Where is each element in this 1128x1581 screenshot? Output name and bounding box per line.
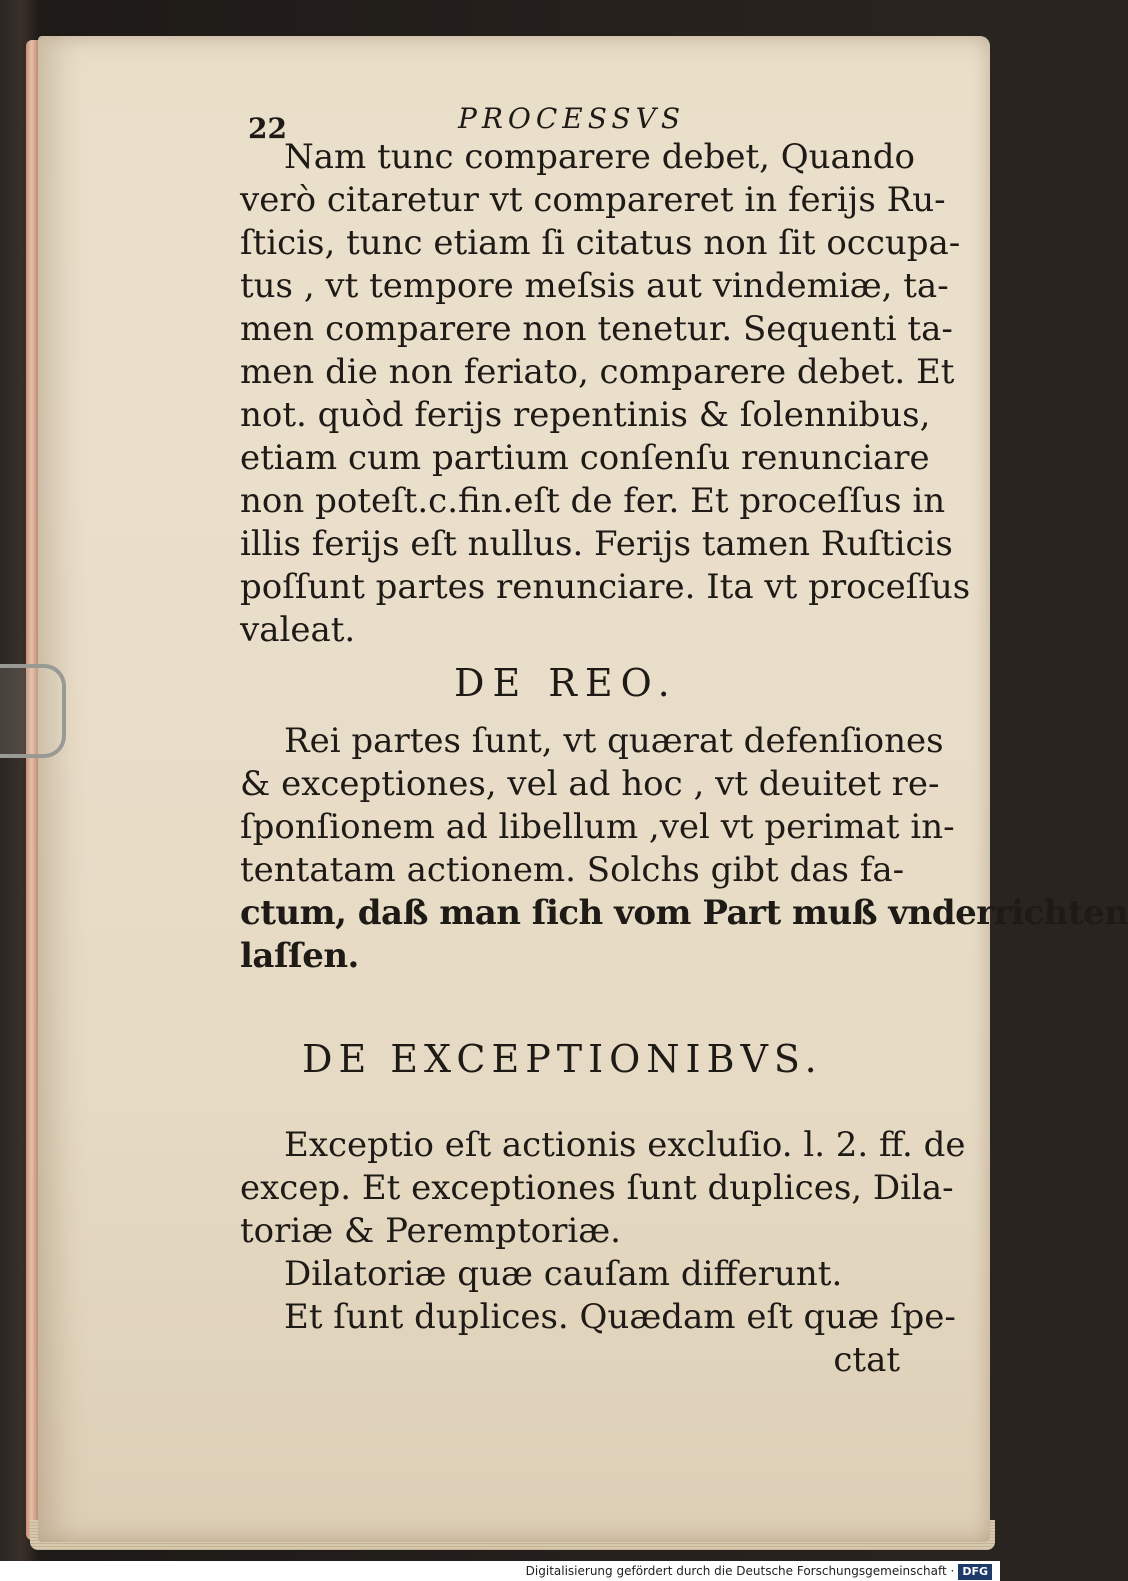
text-line: ſponſionem ad libellum ,vel vt perimat in- xyxy=(240,807,955,847)
text-line: Et ſunt duplices. Quædam eſt quæ ſpe- xyxy=(284,1297,956,1337)
paragraph-feriis xyxy=(240,136,971,652)
text-line: valeat. xyxy=(240,610,356,650)
text-line: illis ferijs eſt nullus. Ferijs tamen Ruſticis xyxy=(240,524,953,564)
text-line: tus , vt tempore meſsis aut vindemiæ, ta- xyxy=(240,266,949,306)
text-line: verò citaretur vt compareret in ferijs Ru- xyxy=(240,180,946,220)
text-line: poſſunt partes renunciare. Ita vt proceſſus xyxy=(240,567,971,607)
text-line: not. quòd ferijs repentinis & ſolennibus, xyxy=(240,395,931,435)
section-heading-exceptionibus: DE EXCEPTIONIBVS. xyxy=(302,1037,823,1081)
paragraph-exceptio xyxy=(240,1124,966,1339)
dfg-logo-badge: DFG xyxy=(958,1564,992,1580)
text-line: non poteſt.c.fin.eſt de fer. Et proceſſus in xyxy=(240,481,946,521)
running-head xyxy=(240,96,920,145)
text-line: ctum, daß man ſich vom Part muß vnderrichten xyxy=(240,893,1128,933)
text-line: Exceptio eſt actionis excluſio. l. 2. ff. de xyxy=(284,1125,966,1165)
section-heading-reo: DE REO. xyxy=(454,661,678,705)
catchword: ctat xyxy=(833,1340,900,1380)
page-number: 22 xyxy=(248,112,287,145)
digitization-footer xyxy=(0,1561,1000,1581)
text-line: men comparere non tenetur. Sequenti ta- xyxy=(240,309,953,349)
text-block xyxy=(240,96,1128,1382)
text-line: Nam tunc comparere debet, Quando xyxy=(284,137,915,177)
text-line: Rei partes ſunt, vt quærat defenſiones xyxy=(284,721,944,761)
text-line: tentatam actionem. Solchs gibt das fa- xyxy=(240,850,905,890)
running-title: PROCESSVS xyxy=(458,102,686,135)
text-line: ſticis, tunc etiam ſi citatus non ſit occupa- xyxy=(240,223,961,263)
text-line: men die non feriato, comparere debet. Et xyxy=(240,352,955,392)
paragraph-reo xyxy=(240,720,1128,978)
metal-clasp xyxy=(0,664,66,758)
text-line: etiam cum partium conſenſu renunciare xyxy=(240,438,930,478)
text-line: excep. Et exceptiones ſunt duplices, Dila- xyxy=(240,1168,954,1208)
text-line: Dilatoriæ quæ cauſam differunt. xyxy=(284,1254,843,1294)
footer-text: Digitalisierung gefördert durch die Deutsche Forschungsgemeinschaft · xyxy=(525,1564,955,1578)
text-line: laſſen. xyxy=(240,936,359,976)
text-line: & exceptiones, vel ad hoc , vt deuitet re- xyxy=(240,764,940,804)
text-line: toriæ & Peremptoriæ. xyxy=(240,1211,621,1251)
